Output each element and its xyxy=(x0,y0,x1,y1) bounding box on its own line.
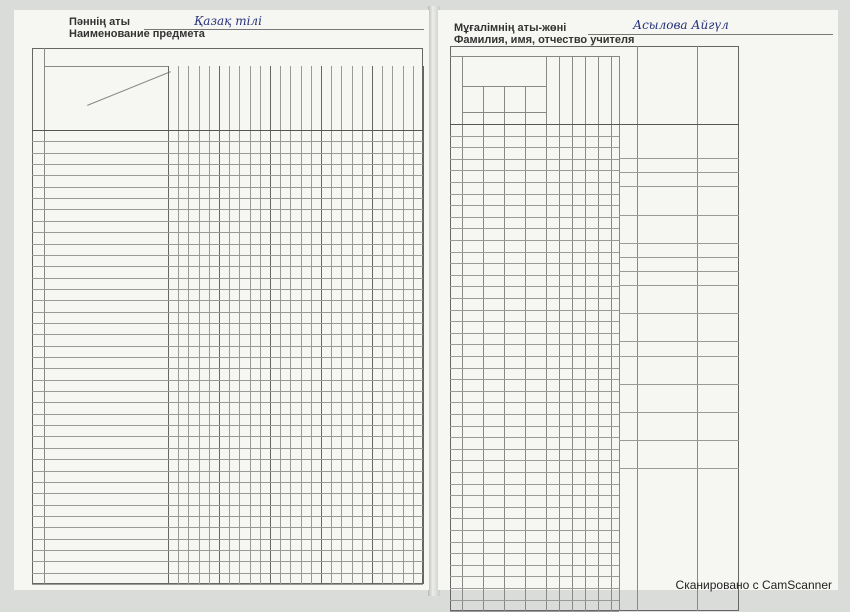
vline xyxy=(270,66,271,584)
row-line xyxy=(32,175,423,176)
row-line xyxy=(32,357,423,358)
row-line xyxy=(450,217,619,218)
vline xyxy=(260,66,261,584)
row-line xyxy=(450,356,619,357)
row-line xyxy=(32,346,423,347)
vline xyxy=(168,66,169,584)
row-line xyxy=(32,209,423,210)
lesson-line xyxy=(619,271,739,272)
vline xyxy=(250,66,251,584)
teacher-value: Асылова Айгүл xyxy=(633,18,729,32)
lesson-line xyxy=(619,313,739,314)
row-line xyxy=(32,527,423,528)
vline xyxy=(637,46,638,611)
lesson-line xyxy=(619,186,739,187)
row-line xyxy=(450,414,619,415)
header-divider xyxy=(44,66,168,67)
vline xyxy=(362,66,363,584)
lesson-line xyxy=(619,257,739,258)
row-line xyxy=(450,379,619,380)
row-line xyxy=(450,495,619,496)
vline xyxy=(372,66,373,584)
lesson-line xyxy=(619,158,739,159)
row-line xyxy=(32,391,423,392)
row-line xyxy=(450,321,619,322)
lesson-line xyxy=(619,384,739,385)
row-line xyxy=(450,310,619,311)
teacher-label-kz: Мұғалімнің аты-жөні xyxy=(454,22,567,34)
lesson-line xyxy=(619,172,739,173)
header-bottom xyxy=(32,130,423,131)
row-line xyxy=(32,471,423,472)
right-page xyxy=(438,10,838,590)
row-line xyxy=(32,312,423,313)
vline xyxy=(619,56,620,611)
teacher-label-ru: Фамилия, имя, отчество учителя xyxy=(454,34,635,46)
vline xyxy=(199,66,200,584)
row-line xyxy=(32,187,423,188)
row-line xyxy=(450,600,619,601)
teacher-underline xyxy=(588,34,833,35)
row-line xyxy=(32,300,423,301)
vline xyxy=(239,66,240,584)
subject-label-kz: Пәннің аты xyxy=(69,16,130,28)
vline xyxy=(504,86,505,611)
row-line xyxy=(450,542,619,543)
row-line xyxy=(32,278,423,279)
row-line xyxy=(450,437,619,438)
vline xyxy=(392,66,393,584)
vline xyxy=(280,66,281,584)
lesson-line xyxy=(619,412,739,413)
row-line xyxy=(32,482,423,483)
row-line xyxy=(450,449,619,450)
lesson-line xyxy=(619,243,739,244)
row-line xyxy=(450,426,619,427)
vline xyxy=(188,66,189,584)
row-line xyxy=(32,539,423,540)
row-line xyxy=(32,505,423,506)
row-line xyxy=(32,550,423,551)
vline xyxy=(331,66,332,584)
row-line xyxy=(450,205,619,206)
subject-underline xyxy=(144,29,424,30)
title-band-bottom xyxy=(450,56,619,57)
lesson-line xyxy=(619,341,739,342)
vline xyxy=(219,66,220,584)
row-line xyxy=(32,561,423,562)
row-line xyxy=(32,255,423,256)
row-line xyxy=(450,484,619,485)
vline xyxy=(382,66,383,584)
row-line xyxy=(450,182,619,183)
lesson-line xyxy=(619,356,739,357)
row-line xyxy=(450,275,619,276)
row-line xyxy=(450,333,619,334)
lesson-line xyxy=(619,440,739,441)
row-line xyxy=(32,289,423,290)
row-line xyxy=(450,159,619,160)
row-line xyxy=(450,368,619,369)
vline xyxy=(301,66,302,584)
row-line xyxy=(450,298,619,299)
row-line xyxy=(32,414,423,415)
row-line xyxy=(32,266,423,267)
row-line xyxy=(450,530,619,531)
lesson-line xyxy=(619,215,739,216)
row-line xyxy=(450,518,619,519)
row-line xyxy=(32,141,423,142)
row-line xyxy=(450,402,619,403)
row-line xyxy=(450,472,619,473)
row-line xyxy=(450,565,619,566)
row-line xyxy=(32,436,423,437)
row-line xyxy=(32,425,423,426)
row-line xyxy=(450,588,619,589)
vline xyxy=(403,66,404,584)
row-line xyxy=(32,221,423,222)
lesson-line xyxy=(619,468,739,469)
vline xyxy=(178,66,179,584)
row-line xyxy=(450,576,619,577)
row-line xyxy=(450,391,619,392)
vline xyxy=(311,66,312,584)
row-line xyxy=(450,240,619,241)
row-line xyxy=(32,459,423,460)
row-line xyxy=(450,263,619,264)
row-line xyxy=(450,286,619,287)
grid-frame xyxy=(450,46,739,611)
row-line xyxy=(450,136,619,137)
row-line xyxy=(32,244,423,245)
row-line xyxy=(32,402,423,403)
row-line xyxy=(32,573,423,574)
row-line xyxy=(32,153,423,154)
vline xyxy=(209,66,210,584)
row-line xyxy=(450,507,619,508)
vline xyxy=(341,66,342,584)
row-line xyxy=(450,170,619,171)
row-line xyxy=(450,228,619,229)
vline xyxy=(697,46,698,611)
row-line xyxy=(450,147,619,148)
scanner-watermark: Сканировано с CamScanner xyxy=(675,578,832,592)
subject-value: Қазақ тілі xyxy=(194,14,262,28)
vline xyxy=(352,66,353,584)
lesson-line xyxy=(619,285,739,286)
row-line xyxy=(32,232,423,233)
row-line xyxy=(450,553,619,554)
row-line xyxy=(32,198,423,199)
vline xyxy=(229,66,230,584)
row-line xyxy=(450,194,619,195)
row-line xyxy=(32,516,423,517)
vline xyxy=(413,66,414,584)
header-bottom xyxy=(450,124,739,125)
left-page xyxy=(14,10,429,590)
row-line xyxy=(450,460,619,461)
row-line xyxy=(32,584,423,585)
vline xyxy=(483,86,484,611)
row-line xyxy=(32,334,423,335)
row-line xyxy=(32,493,423,494)
row-line xyxy=(450,252,619,253)
vline xyxy=(321,66,322,584)
subject-label-ru: Наименование предмета xyxy=(69,28,205,40)
vline xyxy=(290,66,291,584)
vline xyxy=(423,66,424,584)
row-line xyxy=(32,380,423,381)
row-line xyxy=(32,368,423,369)
row-line xyxy=(32,164,423,165)
row-line xyxy=(32,448,423,449)
row-line xyxy=(32,323,423,324)
vline xyxy=(525,86,526,611)
row-line xyxy=(450,344,619,345)
